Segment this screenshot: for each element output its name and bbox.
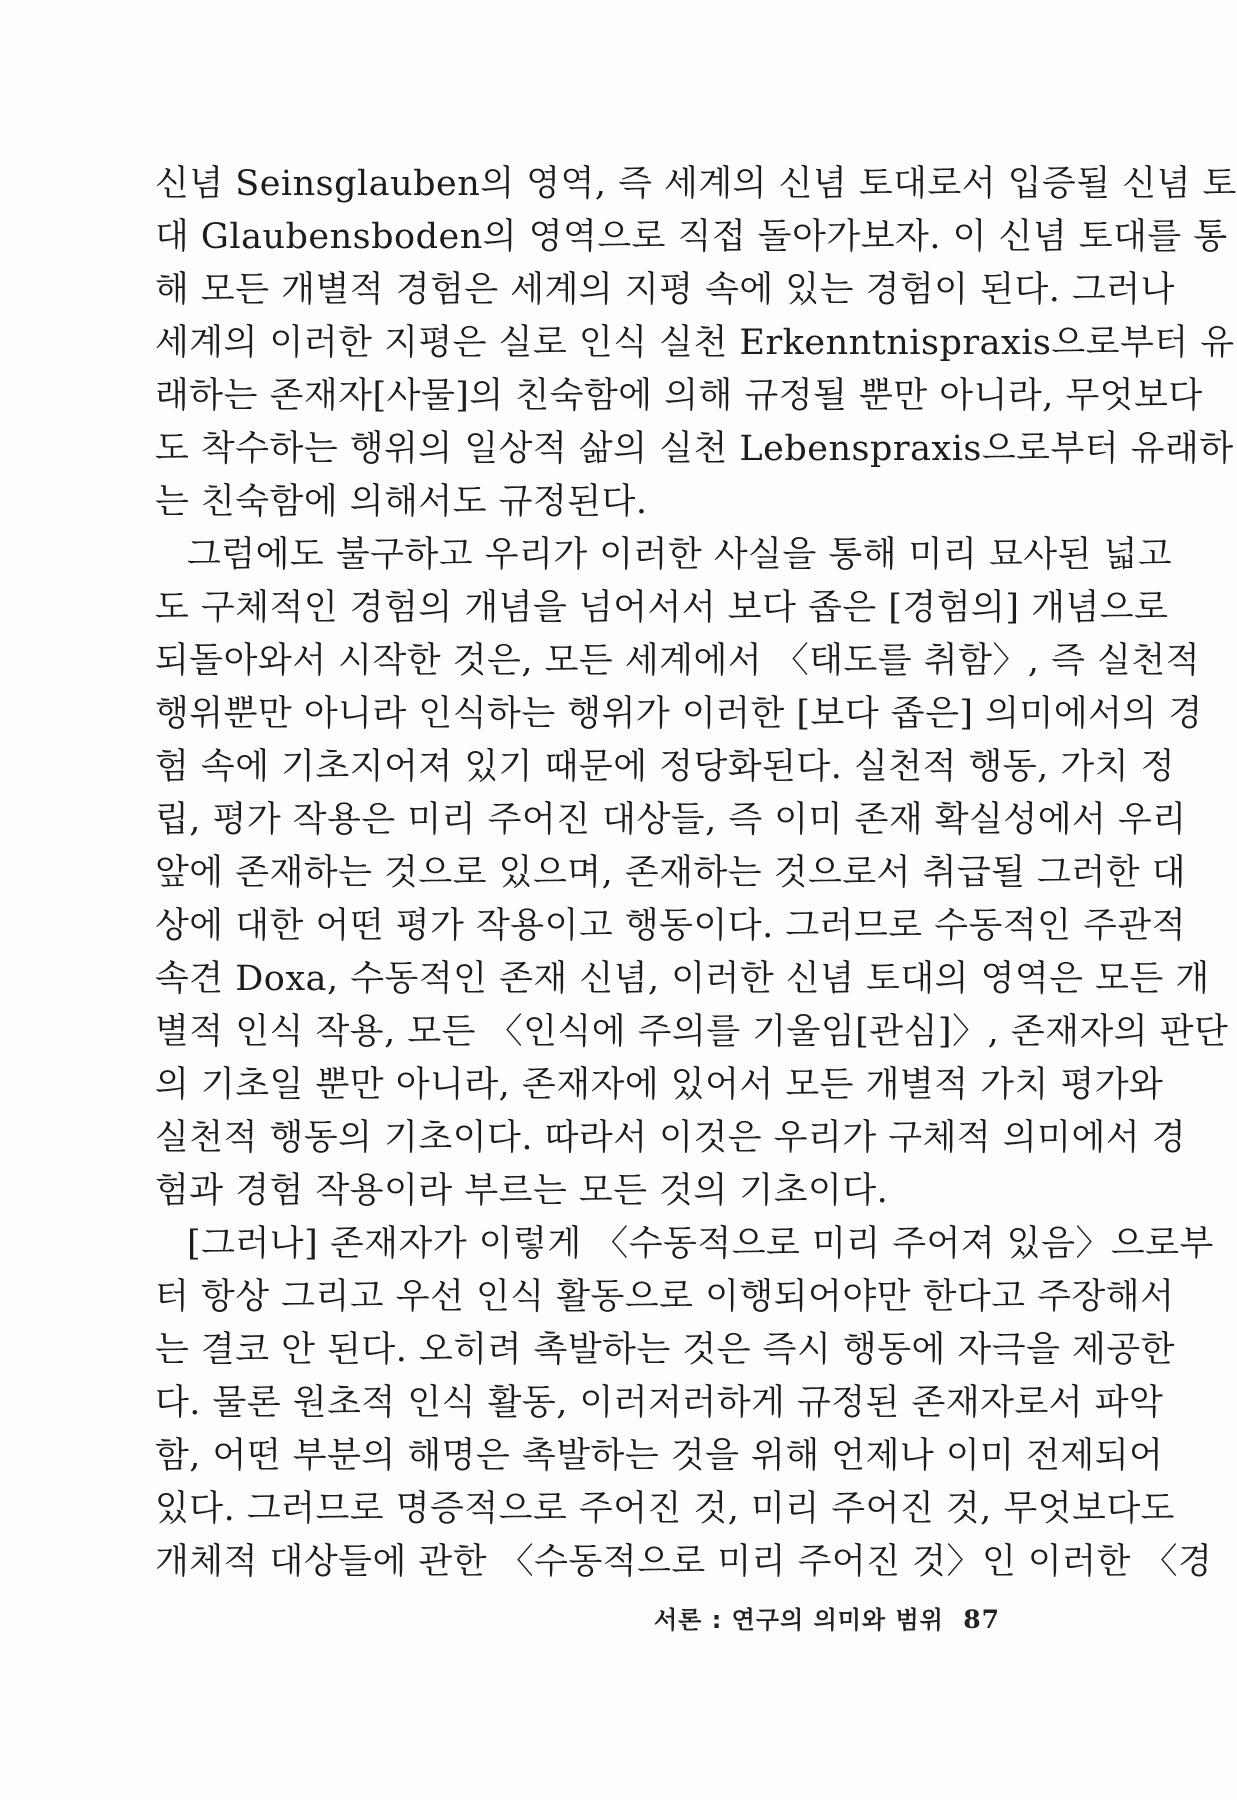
text-line: 다. 물론 원초적 인식 활동, 이러저러하게 규정된 존재자로서 파악 [155, 1383, 1164, 1423]
page-footer [654, 1600, 1000, 1635]
text-line: 속견 Doxa, 수동적인 존재 신념, 이러한 신념 토대의 영역은 모든 개 [155, 959, 1210, 999]
text-line: 대 Glaubensboden의 영역으로 직접 돌아가보자. 이 신념 토대를 통 [155, 217, 1228, 257]
text-line: 앞에 존재하는 것으로 있으며, 존재하는 것으로서 취급될 그러한 대 [155, 853, 1187, 893]
text-line: 터 항상 그리고 우선 인식 활동으로 이행되어야만 한다고 주장해서 [155, 1277, 1175, 1317]
text-line: 세계의 이러한 지평은 실로 인식 실천 Erkenntnispraxis으로부터 유 [155, 323, 1235, 363]
paragraph-2 [155, 529, 1229, 1218]
text-line: 함, 어떤 부분의 해명은 촉발하는 것을 위해 언제나 이미 전제되어 [155, 1436, 1164, 1476]
text-line: 는 결코 안 된다. 오히려 촉발하는 것은 즉시 행동에 자극을 제공한 [155, 1330, 1175, 1370]
text-line: 별적 인식 작용, 모든 〈인식에 주의를 기울임[관심]〉, 존재자의 판단 [155, 1012, 1229, 1052]
text-line: 립, 평가 작용은 미리 주어진 대상들, 즉 이미 존재 확실성에서 우리 [155, 800, 1187, 840]
text-line: 그럼에도 불구하고 우리가 이러한 사실을 통해 미리 묘사된 넓고 [187, 535, 1173, 575]
text-line: 도 구체적인 경험의 개념을 넘어서서 보다 좁은 [경험의] 개념으로 [155, 588, 1169, 628]
text-line: 되돌아와서 시작한 것은, 모든 세계에서 〈태도를 취함〉, 즉 실천적 [155, 641, 1201, 681]
text-line: 험 속에 기초지어져 있기 때문에 정당화된다. 실천적 행동, 가치 정 [155, 747, 1175, 787]
text-line: 행위뿐만 아니라 인식하는 행위가 이러한 [보다 좁은] 의미에서의 경 [155, 694, 1203, 734]
text-line: 는 친숙함에 의해서도 규정된다. [155, 482, 648, 522]
body-text [155, 158, 1237, 1589]
text-line: 해 모든 개별적 경험은 세계의 지평 속에 있는 경험이 된다. 그러나 [155, 270, 1175, 310]
paragraph-1 [155, 158, 1237, 529]
text-line: 신념 Seinsglauben의 영역, 즉 세계의 신념 토대로서 입증될 신념 토 [155, 164, 1237, 204]
text-line: 의 기초일 뿐만 아니라, 존재자에 있어서 모든 개별적 가치 평가와 [155, 1065, 1164, 1105]
text-line: 상에 대한 어떤 평가 작용이고 행동이다. 그러므로 수동적인 주관적 [155, 906, 1187, 946]
text-line: 개체적 대상들에 관한 〈수동적으로 미리 주어진 것〉인 이러한 〈경 [155, 1542, 1213, 1582]
running-title: 서론 : 연구의 의미와 범위 [653, 1606, 944, 1634]
text-line: 있다. 그러므로 명증적으로 주어진 것, 미리 주어진 것, 무엇보다도 [155, 1489, 1175, 1529]
page-number: 87 [963, 1605, 1000, 1634]
paragraph-3 [155, 1218, 1214, 1589]
text-line: 래하는 존재자[사물]의 친숙함에 의해 규정될 뿐만 아니라, 무엇보다 [155, 376, 1203, 416]
text-line: 실천적 행동의 기초이다. 따라서 이것은 우리가 구체적 의미에서 경 [155, 1118, 1187, 1158]
text-line: [그러나] 존재자가 이렇게 〈수동적으로 미리 주어져 있음〉으로부 [187, 1224, 1214, 1264]
text-line: 험과 경험 작용이라 부르는 모든 것의 기초이다. [155, 1171, 889, 1211]
text-line: 도 착수하는 행위의 일상적 삶의 실천 Lebenspraxis으로부터 유래하 [155, 429, 1234, 469]
